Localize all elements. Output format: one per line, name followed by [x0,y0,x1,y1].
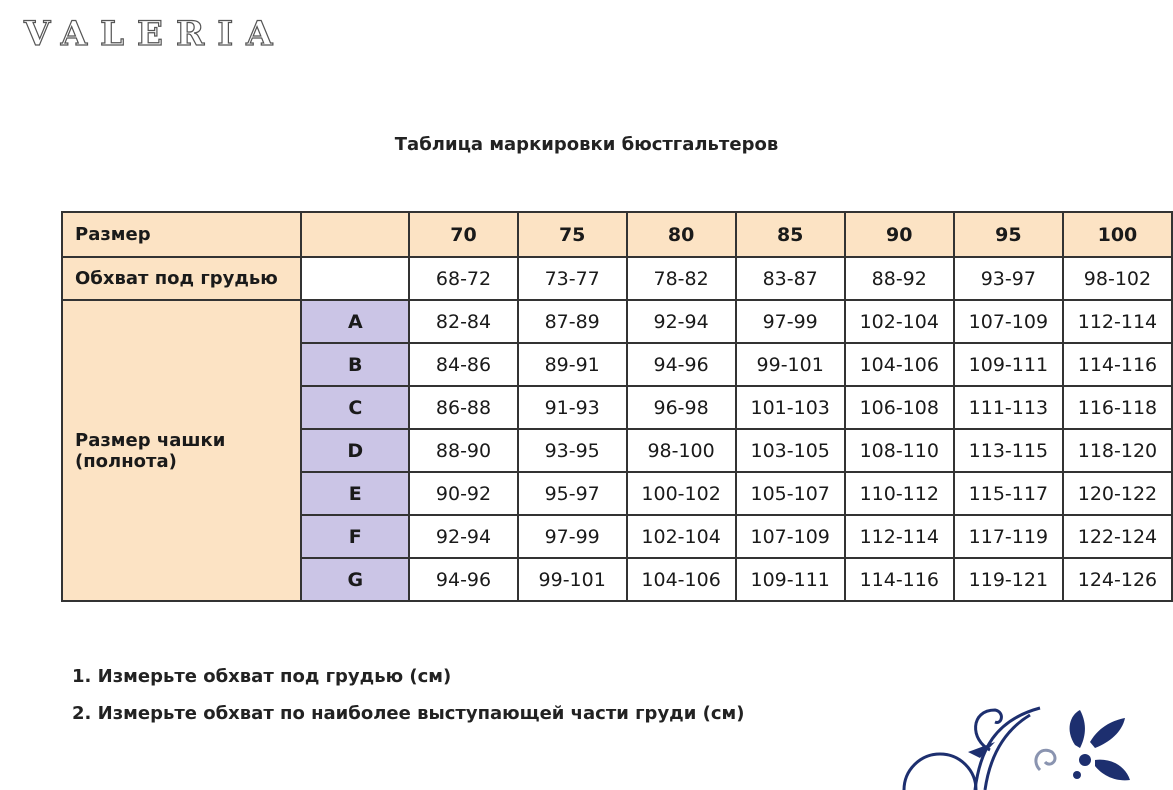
bust-range-cell: 95-97 [518,472,627,515]
bust-range-cell: 94-96 [627,343,736,386]
bust-range-cell: 116-118 [1063,386,1172,429]
underbust-cell: 88-92 [845,257,954,300]
bust-range-cell: 91-93 [518,386,627,429]
bust-range-cell: 93-95 [518,429,627,472]
size-header-cell: 80 [627,212,736,257]
bust-range-cell: 96-98 [627,386,736,429]
bust-range-cell: 106-108 [845,386,954,429]
cup-letter: A [301,300,409,343]
underbust-cell: 78-82 [627,257,736,300]
bust-range-cell: 115-117 [954,472,1063,515]
bust-range-cell: 102-104 [845,300,954,343]
cup-letter: C [301,386,409,429]
bust-range-cell: 90-92 [409,472,518,515]
bust-range-cell: 101-103 [736,386,845,429]
bust-range-cell: 105-107 [736,472,845,515]
bust-range-cell: 113-115 [954,429,1063,472]
bust-range-cell: 82-84 [409,300,518,343]
bust-range-cell: 110-112 [845,472,954,515]
bust-range-cell: 88-90 [409,429,518,472]
bust-range-cell: 114-116 [1063,343,1172,386]
bust-range-cell: 108-110 [845,429,954,472]
bust-range-cell: 124-126 [1063,558,1172,601]
bust-range-cell: 94-96 [409,558,518,601]
bust-range-cell: 112-114 [845,515,954,558]
bust-range-cell: 92-94 [409,515,518,558]
bust-range-cell: 117-119 [954,515,1063,558]
underbust-row [62,257,1172,300]
size-header-cell: 70 [409,212,518,257]
underbust-cell: 73-77 [518,257,627,300]
size-label: Размер [62,212,301,257]
size-header-cell: 75 [518,212,627,257]
bust-range-cell: 98-100 [627,429,736,472]
bust-range-cell: 114-116 [845,558,954,601]
bust-range-cell: 109-111 [954,343,1063,386]
bust-range-cell: 92-94 [627,300,736,343]
bust-range-cell: 104-106 [845,343,954,386]
instructions [72,666,744,740]
bust-range-cell: 84-86 [409,343,518,386]
cup-size-label [62,300,301,601]
cup-letter: G [301,558,409,601]
bust-range-cell: 97-99 [518,515,627,558]
bust-range-cell: 86-88 [409,386,518,429]
bust-range-cell: 87-89 [518,300,627,343]
bust-range-cell: 119-121 [954,558,1063,601]
cup-letter: E [301,472,409,515]
size-row [62,212,1172,257]
underbust-cell: 98-102 [1063,257,1172,300]
brand-logo: VALERIA [24,14,286,54]
cup-label-line2: (полнота) [75,450,177,472]
bust-range-cell: 109-111 [736,558,845,601]
bust-range-cell: 89-91 [518,343,627,386]
underbust-cell: 83-87 [736,257,845,300]
cup-row [62,300,1172,343]
instruction-1: 1. Измерьте обхват под грудью (см) [72,666,452,687]
underbust-cell: 68-72 [409,257,518,300]
cup-label-line1: Размер чашки [75,429,226,451]
bust-range-cell: 97-99 [736,300,845,343]
bust-range-cell: 120-122 [1063,472,1172,515]
underbust-label: Обхват под грудью [62,257,301,300]
page-title: Таблица маркировки бюстгальтеров [394,134,779,155]
bust-range-cell: 111-113 [954,386,1063,429]
bust-range-cell: 100-102 [627,472,736,515]
bust-range-cell: 107-109 [736,515,845,558]
bust-range-cell: 118-120 [1063,429,1172,472]
bust-range-cell: 99-101 [518,558,627,601]
underbust-cell: 93-97 [954,257,1063,300]
empty-cell [301,257,409,300]
size-header-cell: 85 [736,212,845,257]
bust-range-cell: 103-105 [736,429,845,472]
bust-range-cell: 102-104 [627,515,736,558]
bust-range-cell: 112-114 [1063,300,1172,343]
size-table [61,211,1173,602]
size-header-cell: 95 [954,212,1063,257]
cup-letter: B [301,343,409,386]
empty-cell [301,212,409,257]
bust-range-cell: 99-101 [736,343,845,386]
instruction-2: 2. Измерьте обхват по наиболее выступающей части груди (см) [72,703,745,724]
cup-letter: F [301,515,409,558]
bust-range-cell: 104-106 [627,558,736,601]
cup-letter: D [301,429,409,472]
floral-ornament-icon [880,680,1170,790]
bust-range-cell: 107-109 [954,300,1063,343]
size-header-cell: 90 [845,212,954,257]
size-header-cell: 100 [1063,212,1172,257]
bust-range-cell: 122-124 [1063,515,1172,558]
